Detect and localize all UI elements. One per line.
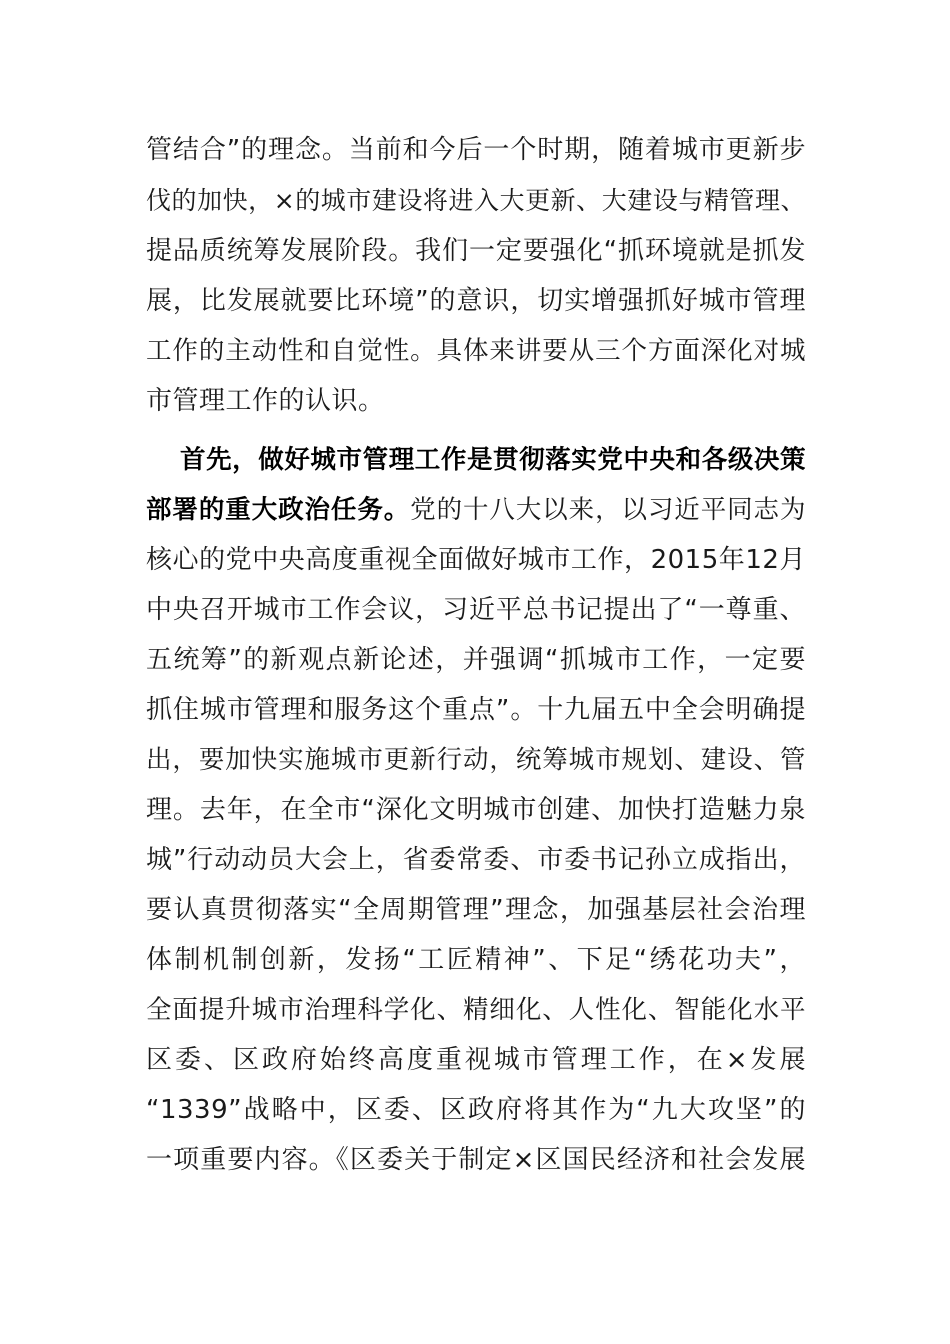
text-line: 要认真贯彻落实“全周期管理”理念，加强基层社会治理 bbox=[146, 895, 806, 925]
text-line: 理。去年，在全市“深化文明城市创建、加快打造魅力泉 bbox=[146, 795, 806, 825]
bold-heading-tail: 部署的重大政治任务。 bbox=[146, 495, 411, 525]
bold-heading-line: 首先，做好城市管理工作是贯彻落实党中央和各级决策 bbox=[180, 445, 806, 475]
text-line: 体制机制创新，发扬“工匠精神”、下足“绣花功夫”， bbox=[146, 945, 806, 975]
text-segment: 党的十八大以来，以习近平同志为 bbox=[410, 495, 806, 525]
text-line: 展，比发展就要比环境”的意识，切实增强抓好城市管理 bbox=[146, 286, 806, 316]
text-line: 区委、区政府始终高度重视城市管理工作，在×发展 bbox=[146, 1045, 806, 1075]
text-line: 管结合”的理念。当前和今后一个时期，随着城市更新步 bbox=[146, 135, 806, 165]
text-line: 五统筹”的新观点新论述，并强调“抓城市工作，一定要 bbox=[146, 645, 806, 675]
text-line: 伐的加快，×的城市建设将进入大更新、大建设与精管理、 bbox=[146, 186, 806, 215]
text-line: 市管理工作的认识。 bbox=[146, 386, 385, 416]
text-line: 出，要加快实施城市更新行动，统筹城市规划、建设、管 bbox=[146, 745, 806, 775]
text-line: 抓住城市管理和服务这个重点”。十九届五中全会明确提 bbox=[146, 695, 806, 725]
text-line: 中央召开城市工作会议，习近平总书记提出了“一尊重、 bbox=[146, 595, 806, 625]
text-line-mixed bbox=[146, 490, 806, 530]
text-line: “1339”战略中，区委、区政府将其作为“九大攻坚”的 bbox=[146, 1095, 806, 1125]
text-line: 一项重要内容。《区委关于制定×区国民经济和社会发展 bbox=[146, 1145, 806, 1175]
text-line: 提品质统筹发展阶段。我们一定要强化“抓环境就是抓发 bbox=[146, 236, 806, 266]
text-line: 核心的党中央高度重视全面做好城市工作，2015年12月 bbox=[146, 545, 806, 575]
text-line: 全面提升城市治理科学化、精细化、人性化、智能化水平 bbox=[146, 995, 806, 1025]
text-line: 工作的主动性和自觉性。具体来讲要从三个方面深化对城 bbox=[146, 336, 806, 366]
text-line: 城”行动动员大会上，省委常委、市委书记孙立成指出， bbox=[146, 845, 806, 875]
